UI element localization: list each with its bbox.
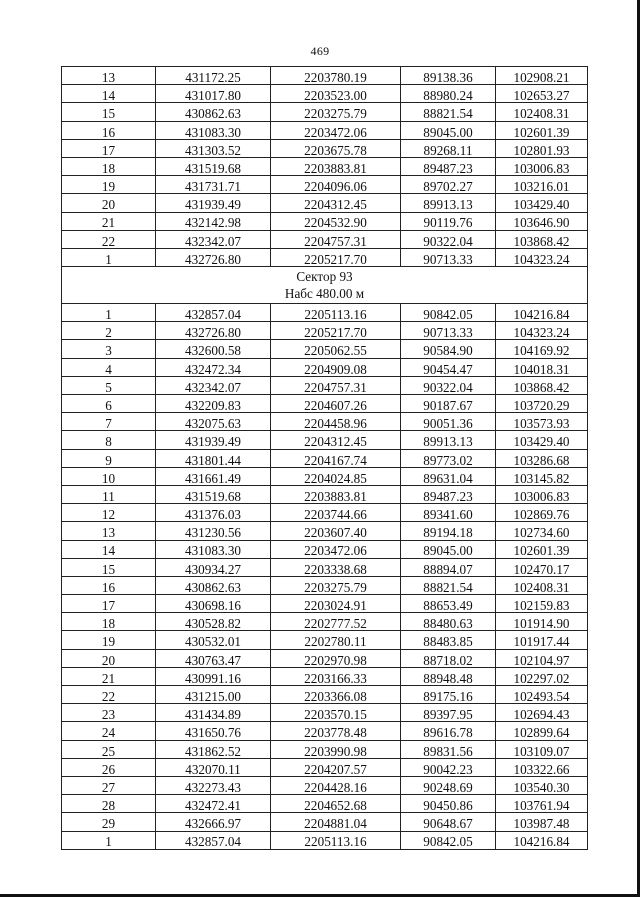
coord-x-cell: 431939.49	[156, 194, 271, 212]
table-row	[62, 431, 588, 449]
local-x-cell: 88483.85	[401, 631, 496, 649]
coord-y-cell: 2204458.96	[271, 413, 401, 431]
point-number-cell: 21	[62, 667, 156, 685]
point-number-cell: 1	[62, 304, 156, 322]
coord-y-cell: 2203780.19	[271, 67, 401, 85]
table-row	[62, 540, 588, 558]
local-x-cell: 90842.05	[401, 831, 496, 849]
local-x-cell: 90322.04	[401, 230, 496, 248]
coord-x-cell: 431862.52	[156, 740, 271, 758]
local-y-cell: 102899.64	[496, 722, 588, 740]
point-number-cell: 17	[62, 139, 156, 157]
local-y-cell: 102869.76	[496, 504, 588, 522]
table-row	[62, 85, 588, 103]
table-row	[62, 686, 588, 704]
point-number-cell: 11	[62, 485, 156, 503]
local-x-cell: 90450.86	[401, 795, 496, 813]
local-y-cell: 101917.44	[496, 631, 588, 649]
coord-y-cell: 2202970.98	[271, 649, 401, 667]
local-x-cell: 88653.49	[401, 595, 496, 613]
local-y-cell: 102601.39	[496, 121, 588, 139]
table-row	[62, 395, 588, 413]
local-x-cell: 88718.02	[401, 649, 496, 667]
local-y-cell: 102694.43	[496, 704, 588, 722]
coord-y-cell: 2204024.85	[271, 467, 401, 485]
table-row	[62, 449, 588, 467]
point-number-cell: 17	[62, 595, 156, 613]
point-number-cell: 28	[62, 795, 156, 813]
coord-y-cell: 2203166.33	[271, 667, 401, 685]
table-row	[62, 758, 588, 776]
local-x-cell: 89702.27	[401, 176, 496, 194]
local-x-cell: 89138.36	[401, 67, 496, 85]
table-row	[62, 631, 588, 649]
point-number-cell: 26	[62, 758, 156, 776]
table-row	[62, 304, 588, 322]
local-y-cell: 102104.97	[496, 649, 588, 667]
coord-x-cell: 432342.07	[156, 230, 271, 248]
coord-x-cell: 431230.56	[156, 522, 271, 540]
local-y-cell: 103429.40	[496, 194, 588, 212]
local-y-cell: 103987.48	[496, 813, 588, 831]
sector-header-row	[62, 267, 588, 304]
coord-y-cell: 2204757.31	[271, 230, 401, 248]
local-y-cell: 104323.24	[496, 248, 588, 266]
local-y-cell: 103322.66	[496, 758, 588, 776]
coord-x-cell: 430862.63	[156, 576, 271, 594]
point-number-cell: 16	[62, 576, 156, 594]
point-number-cell: 18	[62, 613, 156, 631]
table-row	[62, 67, 588, 85]
local-y-cell: 102297.02	[496, 667, 588, 685]
local-x-cell: 89175.16	[401, 686, 496, 704]
point-number-cell: 5	[62, 376, 156, 394]
local-x-cell: 90042.23	[401, 758, 496, 776]
local-x-cell: 88980.24	[401, 85, 496, 103]
point-number-cell: 23	[62, 704, 156, 722]
local-y-cell: 103868.42	[496, 376, 588, 394]
coord-y-cell: 2205113.16	[271, 304, 401, 322]
table-row	[62, 248, 588, 266]
point-number-cell: 14	[62, 85, 156, 103]
coord-y-cell: 2204909.08	[271, 358, 401, 376]
coord-y-cell: 2204652.68	[271, 795, 401, 813]
coord-y-cell: 2203607.40	[271, 522, 401, 540]
local-x-cell: 89487.23	[401, 485, 496, 503]
local-x-cell: 90248.69	[401, 776, 496, 794]
table-row	[62, 504, 588, 522]
local-x-cell: 90713.33	[401, 248, 496, 266]
table-row	[62, 649, 588, 667]
coord-y-cell: 2202780.11	[271, 631, 401, 649]
table-row	[62, 558, 588, 576]
coord-y-cell: 2204757.31	[271, 376, 401, 394]
point-number-cell: 21	[62, 212, 156, 230]
coordinates-table	[61, 66, 588, 850]
local-y-cell: 102408.31	[496, 103, 588, 121]
point-number-cell: 8	[62, 431, 156, 449]
coord-x-cell: 431083.30	[156, 121, 271, 139]
local-x-cell: 89341.60	[401, 504, 496, 522]
point-number-cell: 20	[62, 649, 156, 667]
point-number-cell: 15	[62, 103, 156, 121]
local-y-cell: 103720.29	[496, 395, 588, 413]
point-number-cell: 1	[62, 248, 156, 266]
coord-y-cell: 2203338.68	[271, 558, 401, 576]
table-row	[62, 831, 588, 849]
coord-y-cell: 2202777.52	[271, 613, 401, 631]
point-number-cell: 16	[62, 121, 156, 139]
local-y-cell: 103006.83	[496, 157, 588, 175]
coord-x-cell: 432726.80	[156, 322, 271, 340]
local-x-cell: 88948.48	[401, 667, 496, 685]
table-row	[62, 413, 588, 431]
coord-y-cell: 2204096.06	[271, 176, 401, 194]
point-number-cell: 22	[62, 686, 156, 704]
coord-x-cell: 431376.03	[156, 504, 271, 522]
coord-y-cell: 2203472.06	[271, 540, 401, 558]
local-x-cell: 90051.36	[401, 413, 496, 431]
local-x-cell: 90842.05	[401, 304, 496, 322]
local-y-cell: 102470.17	[496, 558, 588, 576]
local-y-cell: 103216.01	[496, 176, 588, 194]
table-row	[62, 722, 588, 740]
coord-x-cell: 432342.07	[156, 376, 271, 394]
local-y-cell: 104216.84	[496, 831, 588, 849]
point-number-cell: 9	[62, 449, 156, 467]
local-x-cell: 89913.13	[401, 431, 496, 449]
coord-x-cell: 432857.04	[156, 304, 271, 322]
local-x-cell: 89773.02	[401, 449, 496, 467]
sector-height: Набс 480.00 м	[284, 286, 365, 302]
sector-header	[62, 267, 588, 304]
coord-x-cell: 430698.16	[156, 595, 271, 613]
table-row	[62, 194, 588, 212]
table-row	[62, 376, 588, 394]
point-number-cell: 13	[62, 522, 156, 540]
table-row	[62, 230, 588, 248]
coord-x-cell: 431434.89	[156, 704, 271, 722]
table-row	[62, 704, 588, 722]
point-number-cell: 6	[62, 395, 156, 413]
coord-y-cell: 2203366.08	[271, 686, 401, 704]
local-y-cell: 103761.94	[496, 795, 588, 813]
local-y-cell: 104018.31	[496, 358, 588, 376]
table-row	[62, 485, 588, 503]
coord-x-cell: 432075.63	[156, 413, 271, 431]
table-row	[62, 740, 588, 758]
local-x-cell: 89913.13	[401, 194, 496, 212]
table-row	[62, 176, 588, 194]
point-number-cell: 13	[62, 67, 156, 85]
table-row	[62, 121, 588, 139]
coord-y-cell: 2204532.90	[271, 212, 401, 230]
local-x-cell: 90713.33	[401, 322, 496, 340]
coord-x-cell: 431215.00	[156, 686, 271, 704]
local-x-cell: 88821.54	[401, 103, 496, 121]
point-number-cell: 15	[62, 558, 156, 576]
coord-x-cell: 430528.82	[156, 613, 271, 631]
local-x-cell: 90648.67	[401, 813, 496, 831]
table-row	[62, 795, 588, 813]
coord-y-cell: 2204881.04	[271, 813, 401, 831]
local-x-cell: 88480.63	[401, 613, 496, 631]
local-y-cell: 103109.07	[496, 740, 588, 758]
coord-y-cell: 2203675.78	[271, 139, 401, 157]
table-row	[62, 358, 588, 376]
point-number-cell: 12	[62, 504, 156, 522]
local-y-cell: 102159.83	[496, 595, 588, 613]
coord-y-cell: 2205217.70	[271, 248, 401, 266]
local-x-cell: 90322.04	[401, 376, 496, 394]
coord-x-cell: 431801.44	[156, 449, 271, 467]
table-row	[62, 103, 588, 121]
coord-x-cell: 430763.47	[156, 649, 271, 667]
local-x-cell: 89397.95	[401, 704, 496, 722]
point-number-cell: 20	[62, 194, 156, 212]
point-number-cell: 24	[62, 722, 156, 740]
local-y-cell: 103540.30	[496, 776, 588, 794]
coord-y-cell: 2204167.74	[271, 449, 401, 467]
coord-x-cell: 431650.76	[156, 722, 271, 740]
local-y-cell: 103429.40	[496, 431, 588, 449]
local-y-cell: 102408.31	[496, 576, 588, 594]
coord-x-cell: 431017.80	[156, 85, 271, 103]
coord-y-cell: 2205217.70	[271, 322, 401, 340]
top-rows	[62, 67, 588, 267]
table-row	[62, 667, 588, 685]
local-x-cell: 90119.76	[401, 212, 496, 230]
local-y-cell: 103145.82	[496, 467, 588, 485]
coord-x-cell: 431519.68	[156, 157, 271, 175]
table-row	[62, 813, 588, 831]
local-y-cell: 104216.84	[496, 304, 588, 322]
coord-y-cell: 2204312.45	[271, 194, 401, 212]
coord-y-cell: 2204428.16	[271, 776, 401, 794]
coord-y-cell: 2203744.66	[271, 504, 401, 522]
coord-x-cell: 430991.16	[156, 667, 271, 685]
coord-y-cell: 2203883.81	[271, 157, 401, 175]
coord-x-cell: 431661.49	[156, 467, 271, 485]
coord-x-cell: 432600.58	[156, 340, 271, 358]
coord-y-cell: 2203778.48	[271, 722, 401, 740]
coord-x-cell: 432273.43	[156, 776, 271, 794]
table-row	[62, 522, 588, 540]
point-number-cell: 10	[62, 467, 156, 485]
coord-x-cell: 432070.11	[156, 758, 271, 776]
local-y-cell: 102801.93	[496, 139, 588, 157]
point-number-cell: 25	[62, 740, 156, 758]
local-y-cell: 104169.92	[496, 340, 588, 358]
coord-x-cell: 430862.63	[156, 103, 271, 121]
local-x-cell: 89616.78	[401, 722, 496, 740]
coord-x-cell: 432472.34	[156, 358, 271, 376]
table-row	[62, 139, 588, 157]
point-number-cell: 22	[62, 230, 156, 248]
coord-y-cell: 2203883.81	[271, 485, 401, 503]
local-y-cell: 103646.90	[496, 212, 588, 230]
table-row	[62, 776, 588, 794]
coord-x-cell: 432142.98	[156, 212, 271, 230]
local-x-cell: 89831.56	[401, 740, 496, 758]
point-number-cell: 27	[62, 776, 156, 794]
local-y-cell: 103868.42	[496, 230, 588, 248]
local-y-cell: 102653.27	[496, 85, 588, 103]
table-row	[62, 595, 588, 613]
table-row	[62, 322, 588, 340]
local-x-cell: 89487.23	[401, 157, 496, 175]
coord-x-cell: 432726.80	[156, 248, 271, 266]
coord-y-cell: 2203990.98	[271, 740, 401, 758]
coord-y-cell: 2204312.45	[271, 431, 401, 449]
coord-y-cell: 2203472.06	[271, 121, 401, 139]
coord-x-cell: 430934.27	[156, 558, 271, 576]
point-number-cell: 2	[62, 322, 156, 340]
table-row	[62, 212, 588, 230]
coord-y-cell: 2205113.16	[271, 831, 401, 849]
local-x-cell: 89045.00	[401, 540, 496, 558]
local-y-cell: 103573.93	[496, 413, 588, 431]
local-x-cell: 88821.54	[401, 576, 496, 594]
coord-x-cell: 432472.41	[156, 795, 271, 813]
local-y-cell: 102908.21	[496, 67, 588, 85]
local-x-cell: 89045.00	[401, 121, 496, 139]
coord-y-cell: 2203275.79	[271, 103, 401, 121]
table-row	[62, 467, 588, 485]
local-x-cell: 89268.11	[401, 139, 496, 157]
local-y-cell: 103006.83	[496, 485, 588, 503]
coord-y-cell: 2203570.15	[271, 704, 401, 722]
coord-x-cell: 430532.01	[156, 631, 271, 649]
local-y-cell: 104323.24	[496, 322, 588, 340]
coord-y-cell: 2204207.57	[271, 758, 401, 776]
local-y-cell: 101914.90	[496, 613, 588, 631]
coord-y-cell: 2204607.26	[271, 395, 401, 413]
table-row	[62, 576, 588, 594]
coord-y-cell: 2203275.79	[271, 576, 401, 594]
coord-x-cell: 432666.97	[156, 813, 271, 831]
point-number-cell: 4	[62, 358, 156, 376]
sector-title: Сектор 93	[296, 269, 353, 285]
local-x-cell: 90584.90	[401, 340, 496, 358]
coord-x-cell: 431939.49	[156, 431, 271, 449]
page-number: 469	[310, 44, 330, 58]
local-y-cell: 102734.60	[496, 522, 588, 540]
point-number-cell: 18	[62, 157, 156, 175]
point-number-cell: 3	[62, 340, 156, 358]
coord-x-cell: 432209.83	[156, 395, 271, 413]
coord-y-cell: 2205062.55	[271, 340, 401, 358]
table-row	[62, 157, 588, 175]
coord-y-cell: 2203523.00	[271, 85, 401, 103]
point-number-cell: 19	[62, 631, 156, 649]
local-x-cell: 88894.07	[401, 558, 496, 576]
local-x-cell: 90187.67	[401, 395, 496, 413]
local-y-cell: 102601.39	[496, 540, 588, 558]
point-number-cell: 19	[62, 176, 156, 194]
coord-x-cell: 431172.25	[156, 67, 271, 85]
coord-x-cell: 432857.04	[156, 831, 271, 849]
coord-y-cell: 2203024.91	[271, 595, 401, 613]
coord-x-cell: 431083.30	[156, 540, 271, 558]
point-number-cell: 1	[62, 831, 156, 849]
table-row	[62, 340, 588, 358]
point-number-cell: 7	[62, 413, 156, 431]
coord-x-cell: 431731.71	[156, 176, 271, 194]
point-number-cell: 14	[62, 540, 156, 558]
local-x-cell: 90454.47	[401, 358, 496, 376]
local-x-cell: 89631.04	[401, 467, 496, 485]
coord-x-cell: 431303.52	[156, 139, 271, 157]
local-x-cell: 89194.18	[401, 522, 496, 540]
table-row	[62, 613, 588, 631]
point-number-cell: 29	[62, 813, 156, 831]
sector-rows	[62, 304, 588, 850]
coord-x-cell: 431519.68	[156, 485, 271, 503]
local-y-cell: 103286.68	[496, 449, 588, 467]
local-y-cell: 102493.54	[496, 686, 588, 704]
sector-header-cell	[62, 267, 588, 304]
